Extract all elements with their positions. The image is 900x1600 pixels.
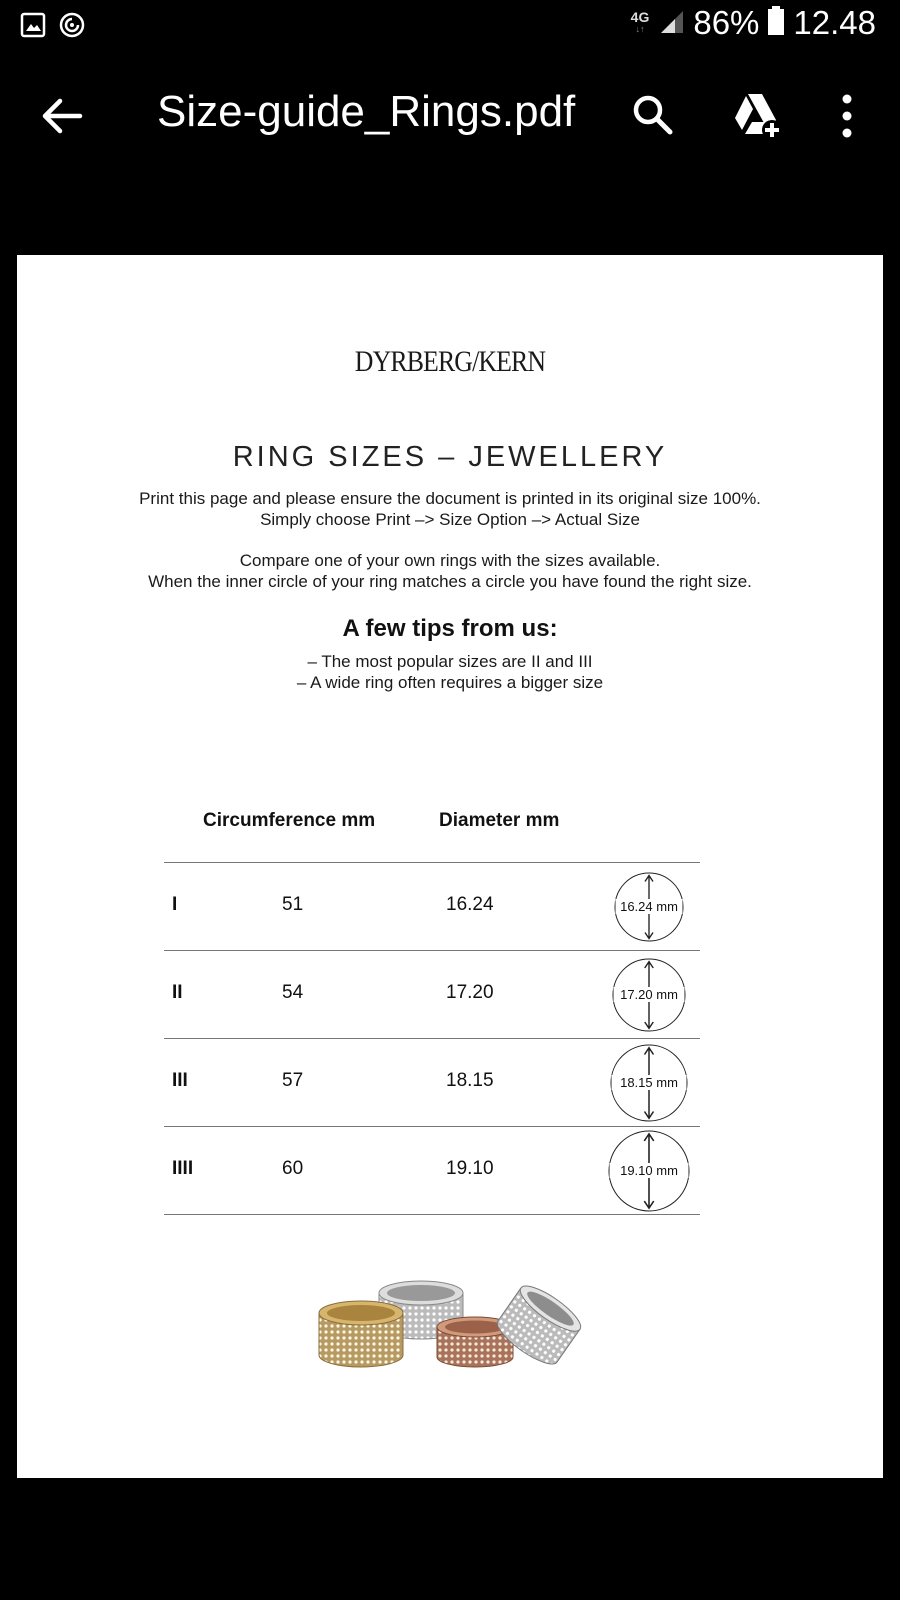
size-cell: II [172, 982, 183, 1003]
compare-line-2: When the inner circle of your ring matches a circle you have found the right size. [148, 572, 752, 591]
size-cell: IIII [172, 1158, 194, 1179]
circumference-cell: 57 [282, 1070, 304, 1091]
diameter-header: Diameter mm [439, 810, 560, 831]
document-title: RING SIZES – JEWELLERY [232, 441, 668, 473]
rings-product-image [317, 1275, 587, 1375]
add-to-drive-button[interactable] [730, 88, 786, 144]
brand-logo: DYRBERG/KERN [354, 345, 546, 378]
notification-icons [20, 11, 86, 44]
ring-circle-icon [609, 1130, 690, 1211]
battery-percent: 86% [693, 4, 760, 41]
tips-title: A few tips from us: [342, 615, 558, 642]
ring-label: 16.24 mm [616, 899, 683, 914]
diameter-cell: 18.15 [446, 1070, 494, 1091]
size-cell: III [172, 1070, 188, 1091]
image-icon [20, 12, 46, 43]
status-bar [0, 0, 900, 54]
table-row [164, 1038, 700, 1126]
gold-ring [319, 1301, 403, 1367]
network-type: 4G ↓↑ [630, 9, 650, 34]
circumference-cell: 60 [282, 1158, 304, 1179]
drive-add-icon [730, 88, 786, 144]
search-button[interactable] [628, 90, 680, 142]
compare-line-1: Compare one of your own rings with the sizes available. [239, 551, 661, 570]
diameter-cell: 17.20 [446, 982, 494, 1003]
ring-circle-icon [611, 1044, 688, 1121]
battery-icon [767, 6, 785, 41]
print-instructions [17, 488, 883, 530]
tips-list [17, 651, 883, 693]
pdf-page[interactable] [17, 255, 883, 1478]
circumference-cell: 54 [282, 982, 304, 1003]
ring-label: 18.15 mm [612, 1075, 687, 1090]
clock: 12.48 [793, 4, 876, 41]
diameter-cell: 19.10 [446, 1158, 494, 1179]
size-table [164, 862, 700, 1215]
circumference-header: Circumference mm [203, 810, 376, 831]
size-cell: I [172, 894, 178, 915]
ring-label: 17.20 mm [614, 987, 685, 1002]
table-row [164, 862, 700, 950]
circumference-cell: 51 [282, 894, 304, 915]
back-arrow-icon [36, 90, 88, 142]
signal-icon [657, 7, 685, 40]
sync-icon [58, 11, 86, 44]
tip-item: – A wide ring often requires a bigger size [296, 673, 604, 692]
ring-circle-icon [613, 958, 686, 1031]
search-icon [628, 90, 680, 142]
more-options-button[interactable] [832, 90, 862, 142]
app-bar [0, 54, 900, 174]
back-button[interactable] [36, 90, 88, 142]
print-line-1: Print this page and please ensure the document is printed in its original size 100%. [139, 489, 761, 508]
more-vert-icon [832, 90, 862, 142]
table-row [164, 1126, 700, 1215]
print-line-2: Simply choose Print –> Size Option –> Actual Size [260, 510, 640, 529]
table-row [164, 950, 700, 1038]
compare-instructions [17, 550, 883, 592]
ring-circle-icon [615, 872, 684, 941]
tip-item: – The most popular sizes are II and III [307, 652, 593, 671]
file-title: Size-guide_Rings.pdf [157, 87, 576, 136]
diameter-cell: 16.24 [446, 894, 494, 915]
ring-label: 19.10 mm [610, 1163, 689, 1178]
